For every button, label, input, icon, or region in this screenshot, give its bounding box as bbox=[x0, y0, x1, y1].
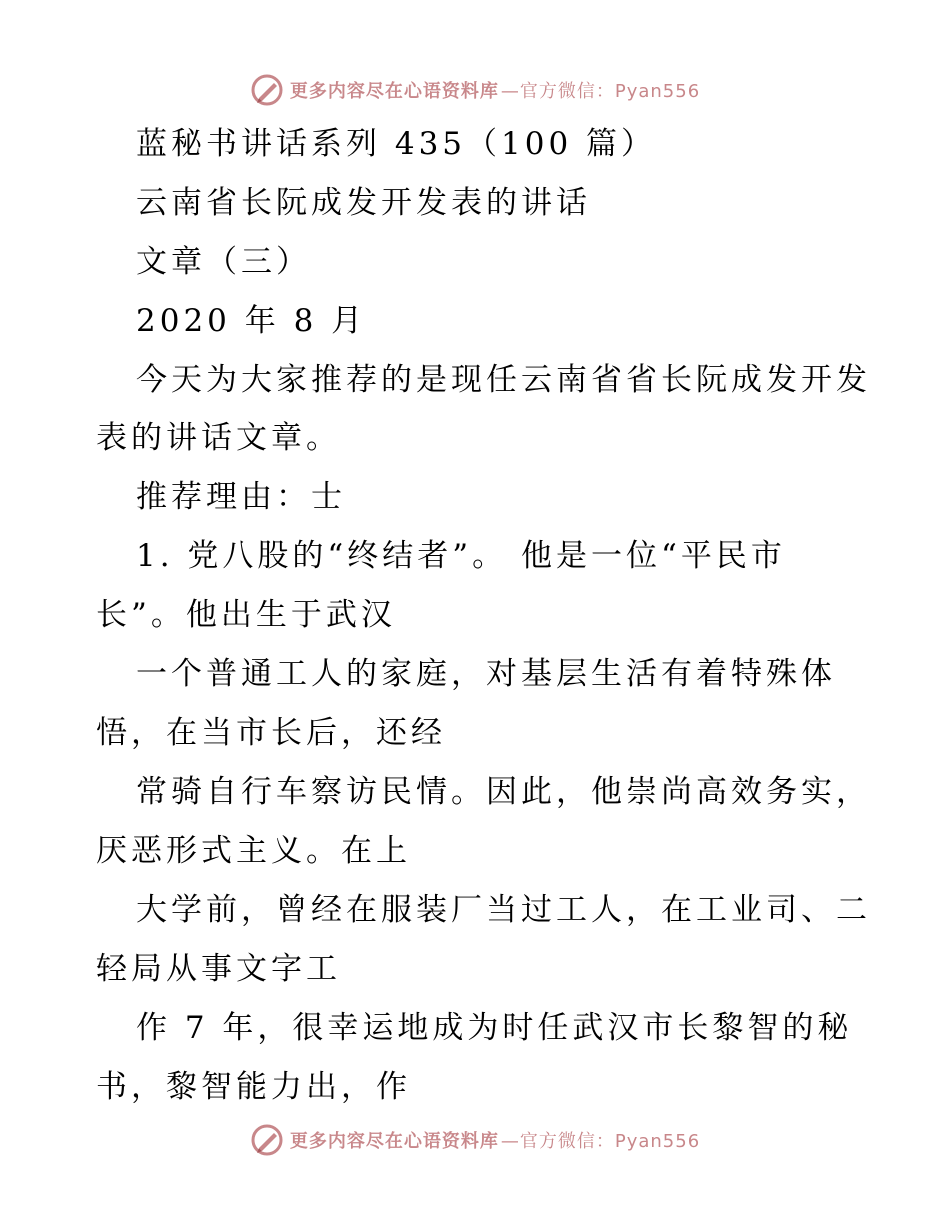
paragraph-line: 今天为大家推荐的是现任云南省省长阮成发开发 bbox=[136, 362, 871, 398]
title-line-part: 文章（三） bbox=[136, 244, 311, 280]
pen-logo-icon bbox=[250, 73, 284, 107]
paragraph-line: 长”。他出生于武汉 bbox=[96, 597, 396, 633]
watermark-text: 更多内容尽在心语资料库 bbox=[289, 1131, 499, 1152]
footer-watermark bbox=[0, 1120, 950, 1160]
title-line-subject: 云南省长阮成发开发表的讲话 bbox=[136, 185, 591, 221]
paragraph-line: 作 7 年，很幸运地成为时任武汉市长黎智的秘 bbox=[136, 1010, 853, 1046]
paragraph-line: 一个普通工人的家庭，对基层生活有着特殊体 bbox=[136, 656, 836, 692]
paragraph-line: 书，黎智能力出，作 bbox=[96, 1069, 411, 1105]
date-line: 2020 年 8 月 bbox=[136, 303, 367, 339]
paragraph-line: 厌恶形式主义。在上 bbox=[96, 833, 411, 869]
watermark-suffix: —官方微信：Pyan556 bbox=[500, 81, 701, 102]
paragraph-line: 大学前，曾经在服装厂当过工人，在工业司、二 bbox=[136, 892, 871, 928]
watermark-text: 更多内容尽在心语资料库 bbox=[289, 81, 499, 102]
pen-logo-icon bbox=[250, 1123, 284, 1157]
paragraph-line: 悟，在当市长后，还经 bbox=[96, 715, 446, 751]
paragraph-line: 推荐理由：士 bbox=[136, 479, 346, 515]
paragraph-line: 1. 党八股的“终结者”。 他是一位“平民市 bbox=[136, 538, 786, 574]
title-line-series: 蓝秘书讲话系列 435（100 篇） bbox=[136, 126, 657, 162]
paragraph-line: 轻局从事文字工 bbox=[96, 951, 341, 987]
watermark-suffix: —官方微信：Pyan556 bbox=[500, 1131, 701, 1152]
header-watermark bbox=[0, 70, 950, 110]
paragraph-line: 常骑自行车察访民情。因此，他崇尚高效务实， bbox=[136, 774, 871, 810]
paragraph-line: 表的讲话文章。 bbox=[96, 420, 341, 456]
